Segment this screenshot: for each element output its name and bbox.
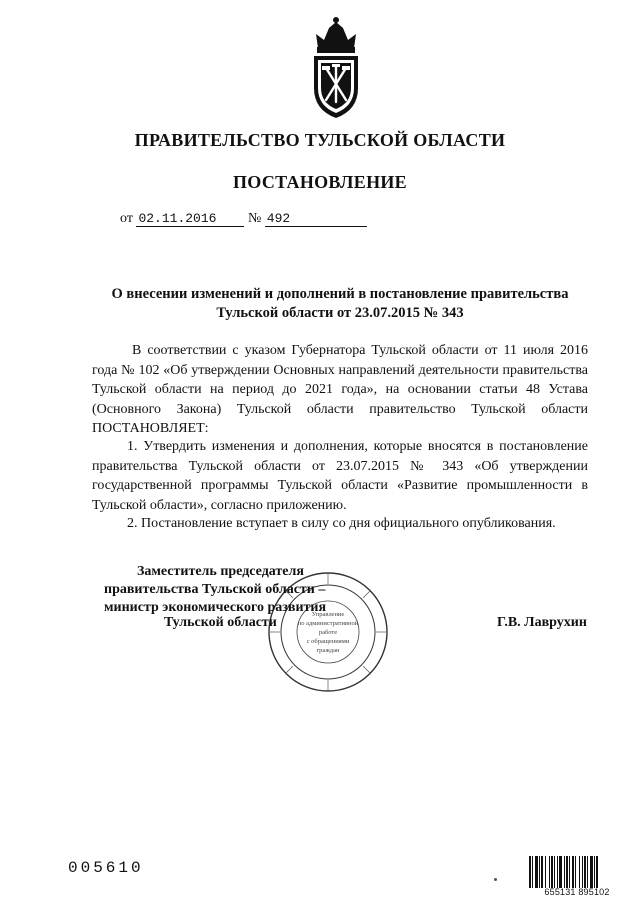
signatory-title-line-2: правительства Тульской области –: [104, 582, 326, 597]
signatory-name: Г.В. Лаврухин: [497, 615, 587, 630]
organization-title: ПРАВИТЕЛЬСТВО ТУЛЬСКОЙ ОБЛАСТИ: [134, 130, 506, 150]
scan-speck: [494, 878, 497, 881]
document-date: 02.11.2016: [136, 212, 244, 227]
body-paragraph-preamble: В соответствии с указом Губернатора Тульской области от 11 июля 2016 года № 102 «Об утверждении Основных направлений деятельности правительства Тульской области на период до 2021 года», на основании статьи 48 Устава (Основного Закона) Тульской области правительство Тульской области ПОСТАНОВЛЯЕТ:: [92, 343, 588, 436]
barcode-number: 655131 895102: [544, 887, 610, 897]
stamp-line-5: граждан: [316, 647, 340, 654]
subject-line-1: О внесении изменений и дополнений в постановление правительства: [111, 286, 569, 302]
stamp-line-3: работе: [318, 629, 338, 636]
subject-line-2: Тульской области от 23.07.2015 № 343: [216, 305, 464, 321]
document-type: ПОСТАНОВЛЕНИЕ: [233, 172, 407, 192]
stamp-line-4: с обращениями: [306, 638, 350, 645]
document-number: 492: [265, 212, 367, 227]
stamp-line-1: Управление: [311, 611, 345, 618]
number-prefix: №: [247, 211, 262, 226]
document-subject: [70, 285, 610, 323]
body-paragraph-item-2: 2. Постановление вступает в силу со дня официального опубликования.: [127, 516, 556, 531]
body-paragraph-item-1: 1. Утвердить изменения и дополнения, которые вносятся в постановление правительства Тульской области от 23.07.2015 № 343 «Об утверждении государственной программы Тульской области «Развитие промышленности в Тульской области», согласно приложению.: [92, 439, 588, 513]
stamp-line-2: по административной: [297, 620, 359, 627]
signatory-title-line-1: Заместитель председателя: [137, 564, 304, 579]
date-number-line: [120, 211, 367, 227]
tula-coat-of-arms-icon: [302, 14, 370, 122]
registration-number: 005610: [68, 859, 144, 877]
signatory-title-line-4: Тульской области: [164, 615, 277, 630]
barcode-icon: [529, 856, 624, 888]
signatory-title-line-3: министр экономического развития: [104, 600, 327, 615]
date-prefix: от: [120, 211, 133, 226]
